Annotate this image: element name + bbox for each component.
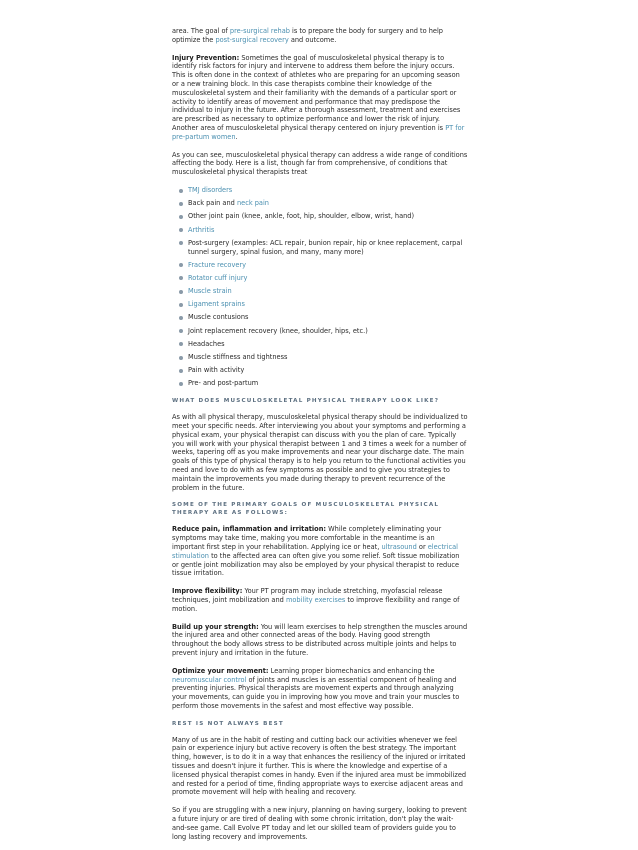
goal-movement-paragraph xyxy=(172,667,468,711)
injury-prevention-paragraph xyxy=(172,54,468,142)
text: While completely eliminating your symptoms may take time, making you more comfortable in the meantime is an important first step in your rehabilitation. Applying ice or heat, xyxy=(172,525,442,551)
condition-link[interactable]: Rotator cuff injury xyxy=(188,273,248,282)
condition-item[interactable] xyxy=(177,199,468,208)
condition-text: Other joint pain (knee, ankle, foot, hip, shoulder, elbow, wrist, hand) xyxy=(188,212,415,221)
condition-item xyxy=(177,353,468,362)
text: of joints and muscles is an essential component of healing and preventing injuries. Physical therapists are movement experts and through analyzing your movements, can guide you in improving how you move and train your muscles to perform those movements in the safest and most effective way possible. xyxy=(172,675,460,710)
conditions-intro: As you can see, musculoskeletal physical therapy can address a wide range of conditions affecting the body. Here is a list, though far from comprehensive, of conditions that musculoskeletal physical therapists treat xyxy=(172,150,468,177)
pt-pre-partum-link[interactable]: PT for pre-partum women xyxy=(172,123,465,141)
bullet-icon xyxy=(179,303,183,307)
heading-rest: REST IS NOT ALWAYS BEST xyxy=(172,720,284,727)
text: . xyxy=(235,132,238,141)
text: Learning proper biomechanics and enhancing the xyxy=(268,666,435,675)
bullet-icon xyxy=(179,189,183,193)
text: Your PT program may include stretching, myofascial release techniques, joint mobilization and xyxy=(172,587,443,604)
goal-movement-label: Optimize your movement: xyxy=(172,666,269,675)
condition-link[interactable]: neck pain xyxy=(236,199,269,208)
closing-paragraph: So if you are struggling with a new injury, planning on having surgery, looking to prevent a future injury or are tired of dealing with some chronic irritation, don't play the wait-and-see game. Call Evolve PT today and let our skilled team of providers guide you to long lasting recovery and improvements. xyxy=(172,806,467,841)
goal-strength-paragraph xyxy=(172,623,468,658)
condition-item xyxy=(177,379,468,388)
condition-item xyxy=(177,366,468,375)
text: Sometimes the goal of musculoskeletal physical therapy is to identify risk factors for injury and intervene to address them before the injury occurs. This is often done in the context of athletes who are preparing for an upcoming season or a new training block. In this case therapists combine their knowledge of the musculoskeletal system and their familiarity with the demands of a particular sport or activity to identify areas of movement and performance that may predispose the individual to injury in the future. After a thorough assessment, treatment and exercises are prescribed as necessary to optimize performance and lower the risk of injury. Another area of musculoskeletal physical therapy centered on injury prevention is xyxy=(172,53,461,132)
bullet-icon xyxy=(179,329,183,333)
text: or xyxy=(416,542,428,551)
condition-text: Headaches xyxy=(188,339,225,348)
heading-goals: SOME OF THE PRIMARY GOALS OF MUSCULOSKELETAL PHYSICAL THERAPY ARE AS FOLLOWS: xyxy=(172,502,440,517)
condition-text: Pain with activity xyxy=(188,366,245,375)
heading-look-like: WHAT DOES MUSCULOSKELETAL PHYSICAL THERAPY LOOK LIKE? xyxy=(172,398,440,405)
text: area. The goal of xyxy=(172,27,230,35)
text: to the affected area can often give you some relief. Soft tissue mobilization or gentle joint mobilization may also be employed by your physical therapist to reduce tissue irritation. xyxy=(172,551,460,578)
pre-surgical-rehab-link[interactable]: pre-surgical rehab xyxy=(229,27,290,35)
electrical-stimulation-link[interactable]: electrical stimulation xyxy=(172,542,458,560)
bullet-icon xyxy=(179,290,183,294)
condition-link[interactable]: Fracture recovery xyxy=(188,260,247,269)
condition-text: Post-surgery (examples: ACL repair, bunion repair, hip or knee replacement, carpal tunnel surgery, spinal fusion, and many, many more) xyxy=(188,238,463,256)
rest-paragraph: Many of us are in the habit of resting and cutting back our activities whenever we feel pain or experience injury but active recovery is often the best strategy. The important thing, however, is to do it in a way that enhances the resiliency of the injured or irritated tissues and doesn't injure it further. This is where the knowledge and expertise of a licensed physical therapist comes in handy. Even if the injured area must be immobilized and rested for a period of time, finding appropriate ways to exercise adjacent areas and promote movement will help with healing and recovery. xyxy=(172,735,467,797)
bullet-icon xyxy=(179,369,183,373)
bullet-icon xyxy=(179,228,183,232)
condition-item xyxy=(177,340,468,349)
goal-flexibility-label: Improve flexibility: xyxy=(172,587,243,596)
conditions-list xyxy=(172,186,468,388)
condition-link[interactable]: Ligament sprains xyxy=(188,300,245,309)
condition-text: Joint replacement recovery (knee, shoulder, hips, etc.) xyxy=(188,326,368,335)
goal-pain-label: Reduce pain, inflammation and irritation: xyxy=(172,525,327,534)
condition-item xyxy=(177,212,468,221)
bullet-icon xyxy=(179,356,183,360)
injury-prevention-label: Injury Prevention: xyxy=(172,53,240,62)
condition-item xyxy=(177,327,468,336)
goal-strength-label: Build up your strength: xyxy=(172,622,259,631)
condition-item[interactable] xyxy=(177,186,468,195)
condition-item xyxy=(177,313,468,322)
condition-item[interactable] xyxy=(177,274,468,283)
text: and outcome. xyxy=(288,35,337,44)
condition-item[interactable] xyxy=(177,287,468,296)
condition-text: Pre- and post-partum xyxy=(188,379,259,388)
bullet-icon xyxy=(179,276,183,280)
ultrasound-link[interactable]: ultrasound xyxy=(381,542,417,551)
post-surgical-recovery-link[interactable]: post-surgical recovery xyxy=(215,35,289,44)
neuromuscular-control-link[interactable]: neuromuscular control xyxy=(172,675,247,684)
condition-text: Back pain and xyxy=(188,199,237,208)
condition-link[interactable]: TMJ disorders xyxy=(188,185,233,194)
condition-item[interactable] xyxy=(177,261,468,270)
intro-rehab-paragraph xyxy=(172,27,468,45)
bullet-icon xyxy=(179,241,183,245)
condition-link[interactable]: Arthritis xyxy=(188,225,215,234)
condition-item[interactable] xyxy=(177,300,468,309)
bullet-icon xyxy=(179,215,183,219)
article-body xyxy=(172,27,468,850)
goal-flexibility-paragraph xyxy=(172,587,468,613)
goal-pain-paragraph xyxy=(172,525,468,578)
mobility-exercises-link[interactable]: mobility exercises xyxy=(285,595,346,604)
condition-item[interactable] xyxy=(177,226,468,235)
bullet-icon xyxy=(179,316,183,320)
text: is to prepare the body for surgery and to help optimize the xyxy=(172,27,443,44)
condition-text: Muscle stiffness and tightness xyxy=(188,353,288,361)
condition-item xyxy=(177,239,468,257)
look-like-paragraph: As with all physical therapy, musculoskeletal physical therapy should be individualized to meet your specific needs. After interviewing you about your symptoms and performing a physical exam, your physical therapist can discuss with you the plan of care. Typically you will work with your physical therapist between 1 and 3 times a week for a number of weeks, tapering off as you make improvements and near your discharge date. The main goals of this type of physical therapy is to help you return to the functional activities you need and love to do with as few symptoms as possible and to give you strategies to maintain the improvements you made during therapy to prevent recurrence of the problem in the future. xyxy=(172,413,468,492)
text: to improve flexibility and range of motion. xyxy=(172,595,460,613)
bullet-icon xyxy=(179,263,183,267)
condition-text: Muscle contusions xyxy=(188,313,249,322)
text: You will learn exercises to help strengthen the muscles around the injured area and other connected areas of the body. Having good strength throughout the body allows stress to be distributed across multiple joints and helps to prevent injury and irritation in the future. xyxy=(172,622,468,657)
bullet-icon xyxy=(179,202,183,206)
bullet-icon xyxy=(179,382,183,386)
condition-link[interactable]: Muscle strain xyxy=(188,287,232,296)
bullet-icon xyxy=(179,342,183,346)
